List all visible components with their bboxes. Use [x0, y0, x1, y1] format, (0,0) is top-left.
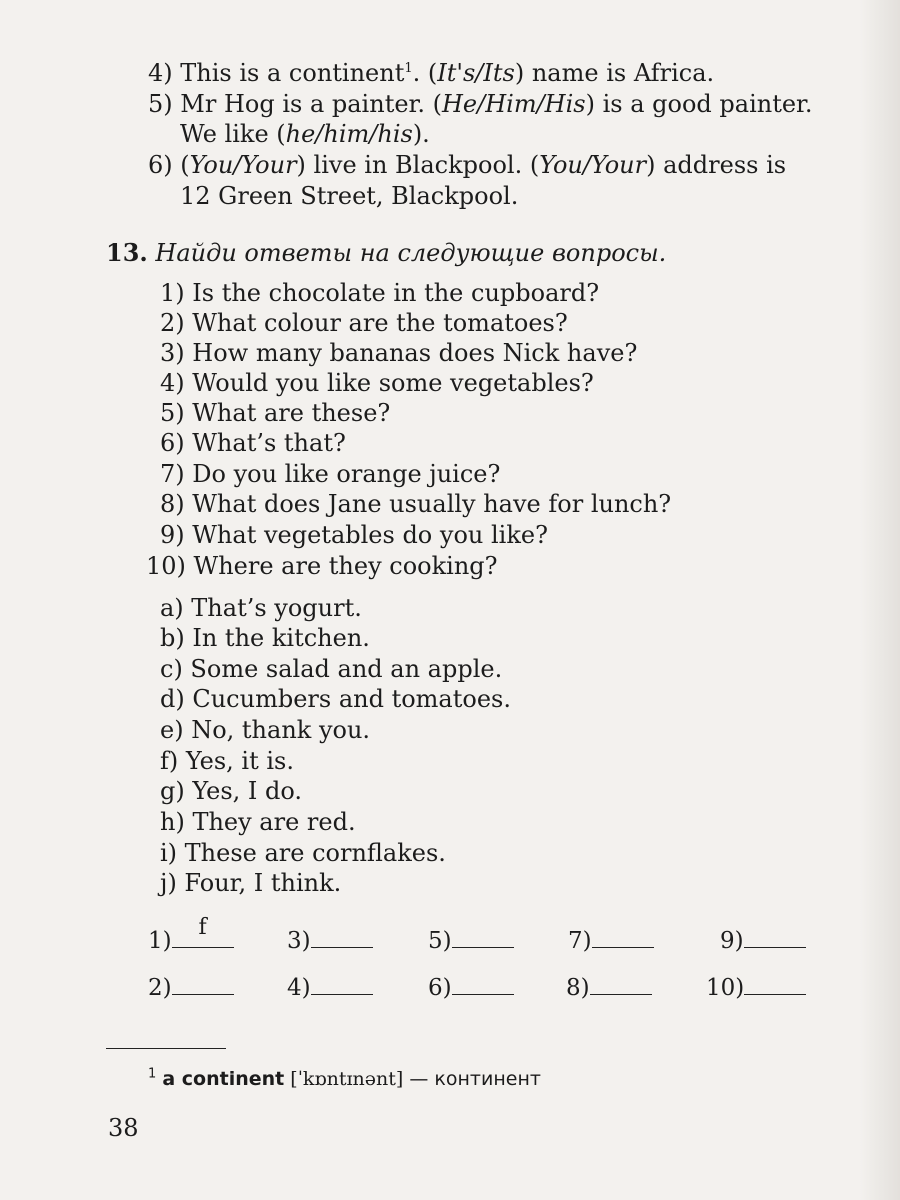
- answer-slot-6: 6): [428, 972, 514, 1003]
- answer-blank[interactable]: f: [172, 925, 234, 948]
- page-number: 38: [108, 1114, 139, 1142]
- answer-blank[interactable]: [452, 925, 514, 948]
- footnote-translation: — континент: [409, 1068, 541, 1090]
- answer-blank[interactable]: [311, 925, 373, 948]
- question: 5) What are these?: [160, 399, 391, 427]
- answer-slot-7: 7): [568, 925, 654, 956]
- answer-slot-8: 8): [566, 972, 652, 1003]
- answer-option: c) Some salad and an apple.: [160, 655, 503, 683]
- answer-option: j) Four, I think.: [160, 869, 342, 897]
- answer-option: h) They are red.: [160, 808, 356, 836]
- footnote-mark: 1: [148, 1066, 157, 1082]
- answer-slot-9: 9): [720, 925, 806, 956]
- answer-blank[interactable]: [744, 925, 806, 948]
- question: 3) How many bananas does Nick have?: [160, 339, 638, 367]
- prev-item-4: 4) This is a continent$^1$. (It's/Its) name is Africa.: [148, 59, 715, 87]
- question: 6) What’s that?: [160, 429, 346, 457]
- footnote: [148, 1066, 541, 1092]
- answer-slot-3: 3): [287, 925, 373, 956]
- exercise-instruction: Найди ответы на следующие вопросы.: [155, 239, 667, 267]
- footnote-transcription: [ˈkɒntɪnənt]: [290, 1068, 404, 1090]
- answer-blank[interactable]: [452, 972, 514, 995]
- answer-option: f) Yes, it is.: [160, 747, 294, 775]
- answer-option: b) In the kitchen.: [160, 624, 370, 652]
- question: 2) What colour are the tomatoes?: [160, 309, 568, 337]
- answer-option: i) These are cornflakes.: [160, 839, 446, 867]
- answer-option: a) That’s yogurt.: [160, 594, 362, 622]
- question: 10) Where are they cooking?: [146, 552, 498, 580]
- answer-slot-2: 2): [148, 972, 234, 1003]
- answer-option: d) Cucumbers and tomatoes.: [160, 685, 511, 713]
- answer-slot-5: 5): [428, 925, 514, 956]
- answer-slot-4: 4): [287, 972, 373, 1003]
- question: 1) Is the chocolate in the cupboard?: [160, 279, 600, 307]
- answer-option: g) Yes, I do.: [160, 777, 303, 805]
- answer-slot-10: 10): [706, 972, 806, 1003]
- page-edge-shadow: [860, 0, 900, 1200]
- answer-option: e) No, thank you.: [160, 716, 371, 744]
- exercise-number: 13.: [106, 238, 148, 267]
- answer-blank[interactable]: [311, 972, 373, 995]
- answer-slot-1: 1) f: [148, 925, 234, 956]
- question: 8) What does Jane usually have for lunch?: [160, 490, 672, 518]
- footnote-term: a continent: [162, 1068, 285, 1090]
- footnote-divider: [106, 1048, 226, 1049]
- answer-blank[interactable]: [744, 972, 806, 995]
- prev-item-5-cont: We like (he/him/his).: [180, 120, 430, 148]
- answer-blank[interactable]: [172, 972, 234, 995]
- question: 7) Do you like orange juice?: [160, 460, 501, 488]
- question: 4) Would you like some vegetables?: [160, 369, 594, 397]
- answer-blank[interactable]: [592, 925, 654, 948]
- answer-blank[interactable]: [590, 972, 652, 995]
- question: 9) What vegetables do you like?: [160, 521, 548, 549]
- prev-item-6: 6) (You/Your) live in Blackpool. (You/Your) address is: [148, 151, 787, 179]
- prev-item-5: 5) Mr Hog is a painter. (He/Him/His) is a good painter.: [148, 90, 813, 118]
- exercise-heading: [106, 238, 666, 268]
- prev-item-6-cont: 12 Green Street, Blackpool.: [180, 182, 519, 210]
